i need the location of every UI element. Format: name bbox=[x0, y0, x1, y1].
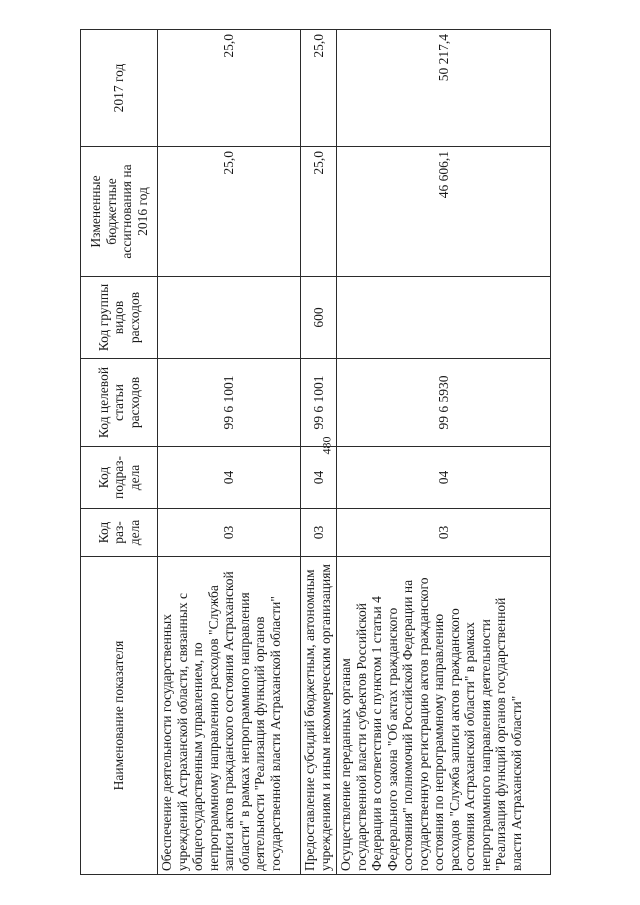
row-group-code: 600 bbox=[301, 277, 337, 359]
table-row bbox=[158, 30, 301, 875]
table-row bbox=[301, 30, 337, 875]
row-changed-2016: 25,0 bbox=[301, 147, 337, 277]
row-group-code bbox=[158, 277, 301, 359]
row-subsection-code: 04 bbox=[337, 447, 551, 509]
row-target-code: 99 6 1001 bbox=[301, 359, 337, 447]
row-name: Обеспечение деятельности государственных учреждений Астраханской области, связанных с общегосударственным управлением, по непрограммному направлению расходов "Служба записи актов гражданского состояния Астраханской области" в рамках непрограммного направления деятельности "Реализация функций органов государственной власти Астраханской области" bbox=[158, 557, 301, 875]
row-target-code: 99 6 1001 bbox=[158, 359, 301, 447]
row-year-2017: 25,0 bbox=[158, 30, 301, 147]
row-name: Осуществление переданных органам государственной власти субъектов Российской Федерации в соответствии с пунктом 1 статьи 4 Федерального закона "Об актах гражданского состояния" полномочий Российской Федерации на государственную регистрацию актов гражданского состояния по непрограммному направлению расходов "Служба записи актов гражданского состояния Астраханской области" в рамках непрограммного направления деятельности "Реализация функций органов государственной власти Астраханской области" bbox=[337, 557, 551, 875]
table-row bbox=[337, 30, 551, 875]
row-year-2017: 50 217,4 bbox=[337, 30, 551, 147]
budget-table bbox=[80, 29, 551, 875]
row-group-code bbox=[337, 277, 551, 359]
page-number: 480 bbox=[319, 436, 334, 455]
table-header-row bbox=[81, 30, 158, 875]
row-section-code: 03 bbox=[337, 509, 551, 557]
header-changed-2016: Измененные бюджетные ассигнования на 2016 год bbox=[81, 147, 158, 277]
row-changed-2016: 25,0 bbox=[158, 147, 301, 277]
row-subsection-code: 04 bbox=[158, 447, 301, 509]
header-section-code: Код раз-дела bbox=[81, 509, 158, 557]
table-container bbox=[80, 30, 550, 875]
row-subsection-code: 04 bbox=[301, 447, 337, 509]
header-name: Наименование показателя bbox=[81, 557, 158, 875]
row-target-code: 99 6 5930 bbox=[337, 359, 551, 447]
row-name: Предоставление субсидий бюджетным, автономным учреждениям и иным некоммерческим организациям bbox=[301, 557, 337, 875]
header-year-2017: 2017 год bbox=[81, 30, 158, 147]
row-year-2017: 25,0 bbox=[301, 30, 337, 147]
row-changed-2016: 46 606,1 bbox=[337, 147, 551, 277]
row-section-code: 03 bbox=[301, 509, 337, 557]
header-target-code: Код целевой статьи расходов bbox=[81, 359, 158, 447]
row-section-code: 03 bbox=[158, 509, 301, 557]
header-group-code: Код группы видов расходов bbox=[81, 277, 158, 359]
header-subsection-code: Код подраз-дела bbox=[81, 447, 158, 509]
